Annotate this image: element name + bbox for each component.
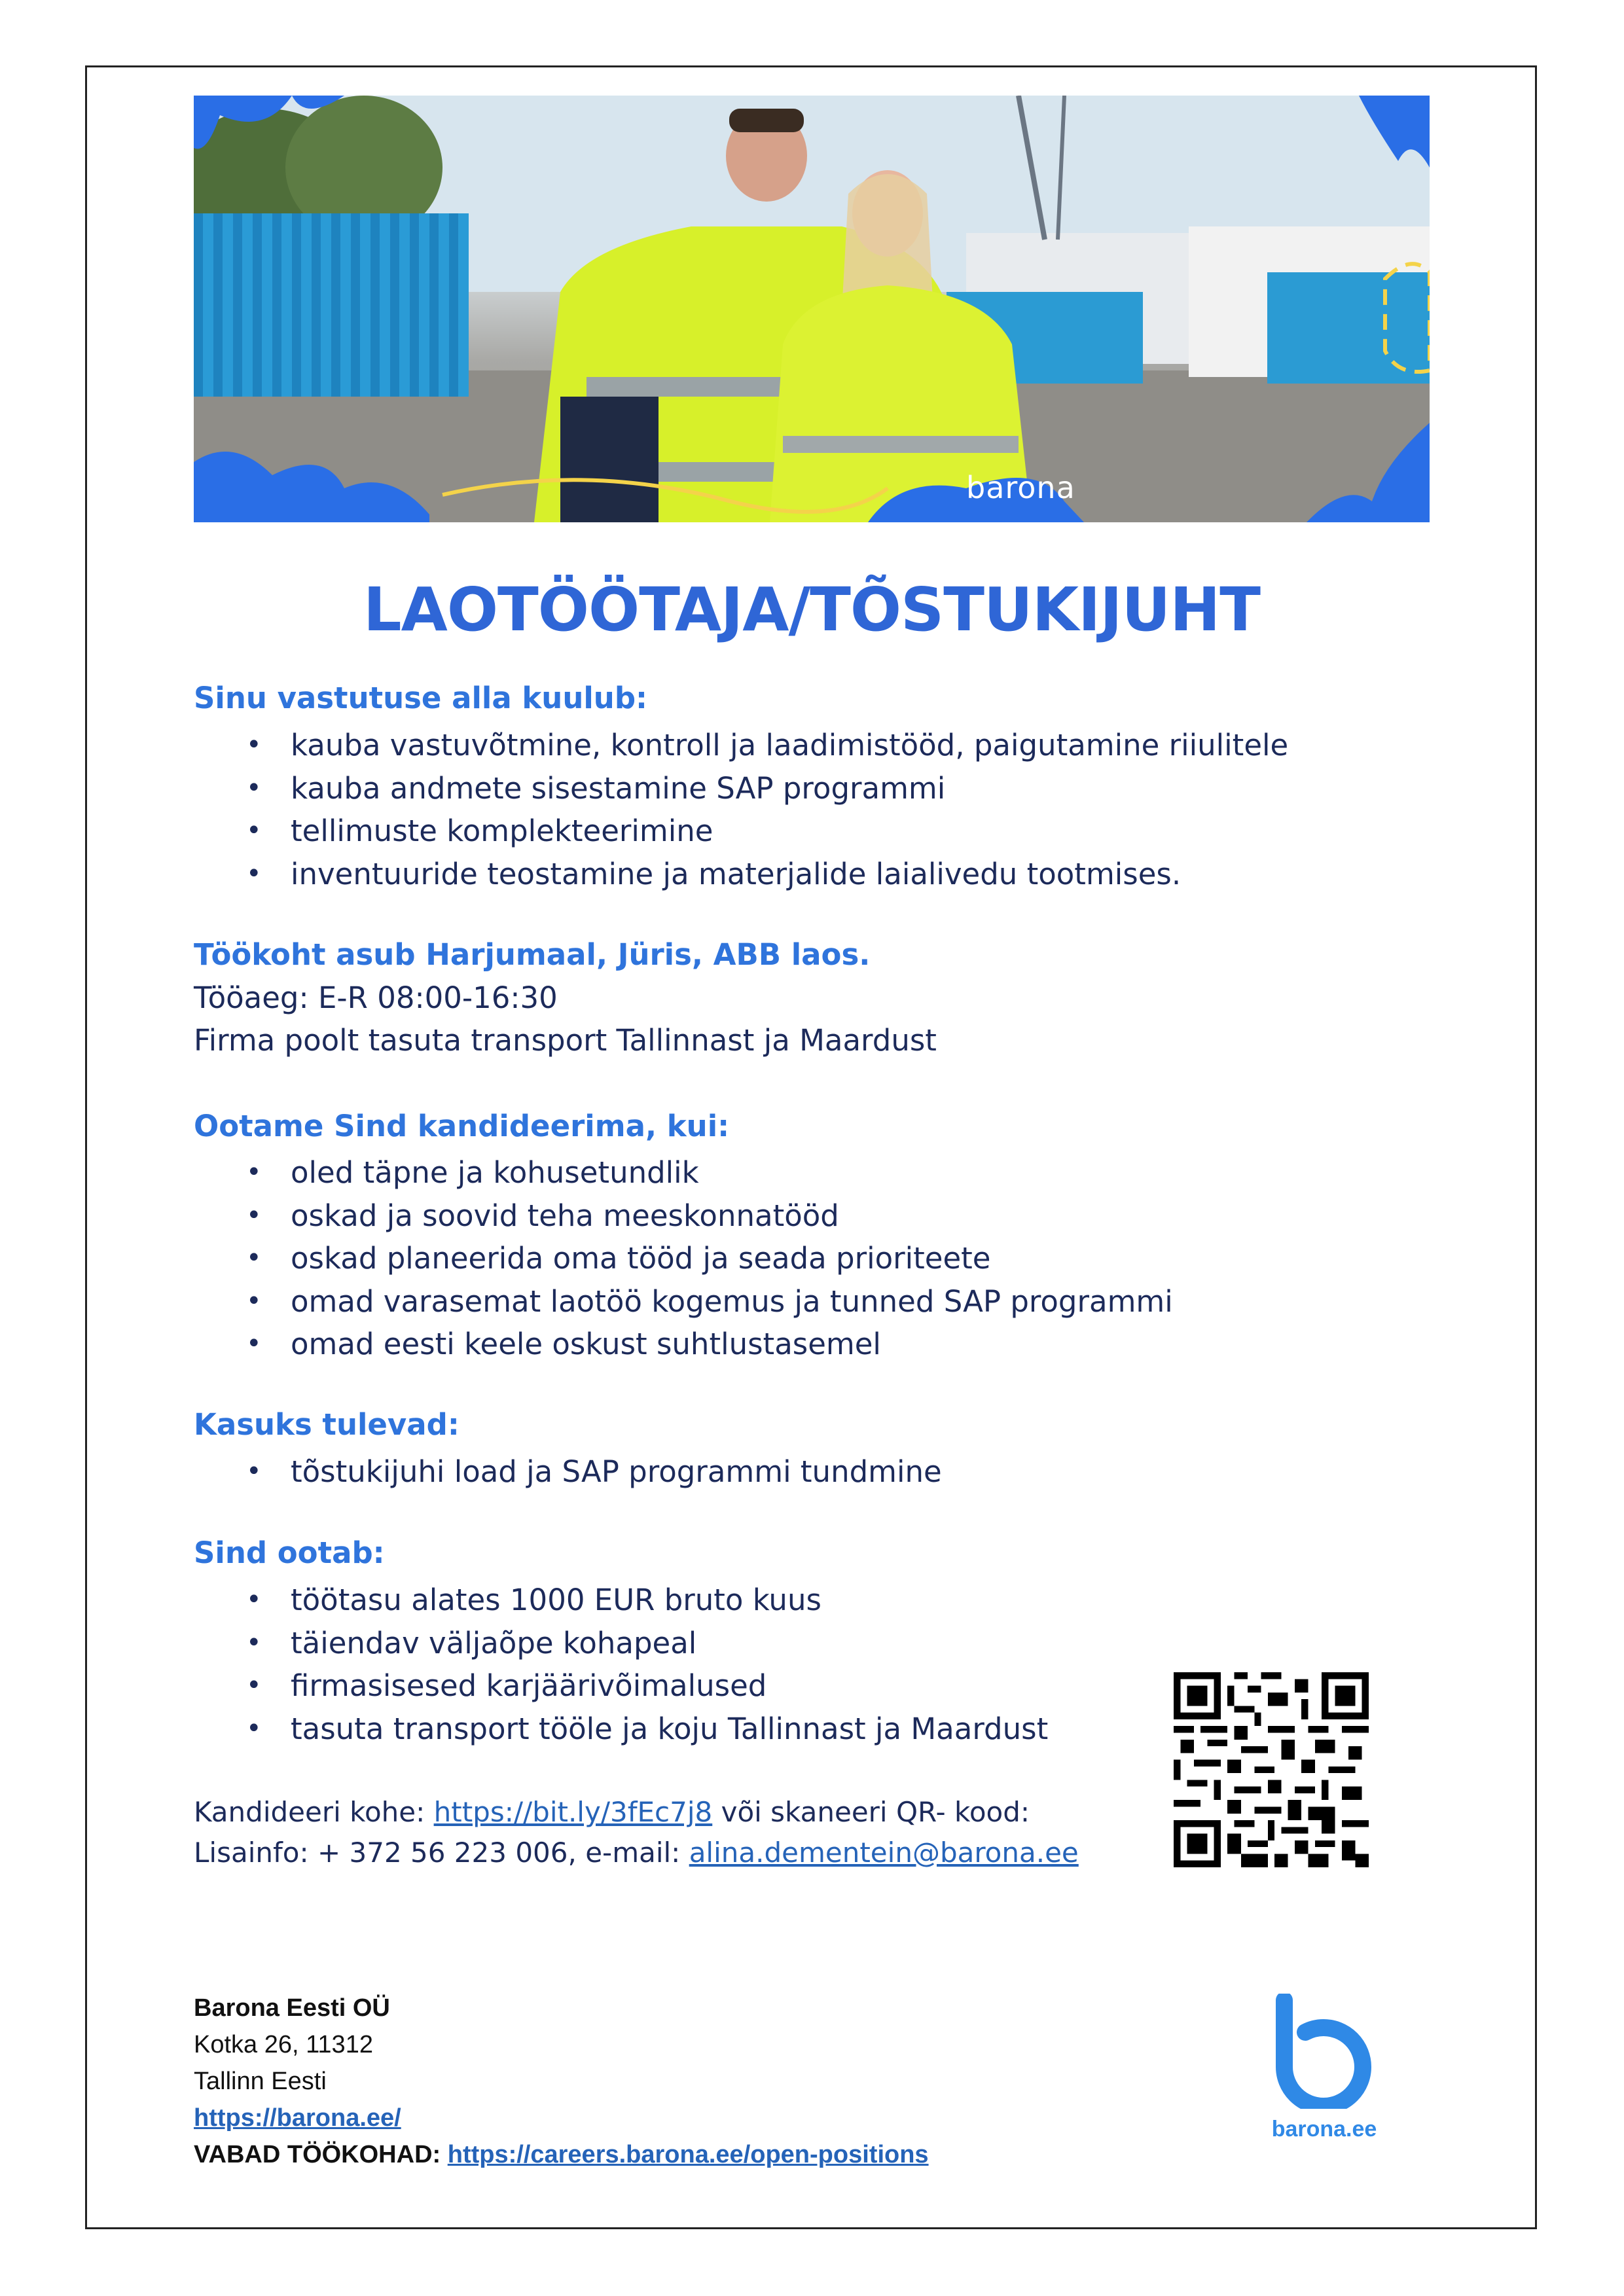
list-item: • tasuta transport tööle ja koju Tallinnast ja Maardust: [194, 1708, 1048, 1751]
list-item: • tellimuste komplekteerimine: [194, 810, 1288, 853]
company-name: Barona Eesti OÜ: [194, 1994, 390, 2022]
vacancies-label: VABAD TÖÖKOHAD:: [194, 2141, 441, 2168]
advantages-list: [194, 1450, 942, 1494]
offer-list: [194, 1579, 1048, 1750]
list-item: • firmasisesed karjäärivõimalused: [194, 1664, 1048, 1708]
list-item: • oskad planeerida oma tööd ja seada prioriteete: [194, 1237, 1173, 1280]
list-item: • täiendav väljaõpe kohapeal: [194, 1622, 1048, 1665]
list-item: • inventuuride teostamine ja materjalide laialivedu tootmises.: [194, 853, 1288, 896]
hero-illustration: [194, 96, 1430, 522]
website-link[interactable]: https://barona.ee/: [194, 2104, 401, 2132]
requirements-heading: Ootame Sind kandideerima, kui:: [194, 1109, 730, 1143]
apply-prefix: Kandideeri kohe:: [194, 1796, 434, 1828]
list-item: • omad eesti keele oskust suhtlustasemel: [194, 1323, 1173, 1366]
company-city: Tallinn Eesti: [194, 2068, 327, 2095]
responsibilities-list: [194, 724, 1288, 895]
list-item: • kauba andmete sisestamine SAP programmi: [194, 767, 1288, 810]
info-prefix: Lisainfo: + 372 56 223 006, e-mail:: [194, 1837, 689, 1869]
requirements-list: [194, 1151, 1173, 1366]
qr-code-icon[interactable]: [1174, 1672, 1369, 1867]
barona-logo-icon: [1275, 1994, 1372, 2109]
location-heading: Töökoht asub Harjumaal, Jüris, ABB laos.: [194, 937, 871, 972]
apply-line: [194, 1796, 1030, 1828]
apply-suffix: või skaneeri QR- kood:: [712, 1796, 1030, 1828]
list-item: • oskad ja soovid teha meeskonnatööd: [194, 1194, 1173, 1238]
responsibilities-heading: Sinu vastutuse alla kuulub:: [194, 681, 648, 715]
info-line: [194, 1837, 1079, 1869]
vacancies-link[interactable]: https://careers.barona.ee/open-positions: [447, 2141, 929, 2168]
hero-brand-logo: barona: [966, 470, 1075, 505]
email-link[interactable]: alina.dementein@barona.ee: [689, 1837, 1079, 1869]
hero-image: [194, 96, 1430, 522]
list-item: • töötasu alates 1000 EUR bruto kuus: [194, 1579, 1048, 1622]
company-address: Kotka 26, 11312: [194, 2031, 373, 2058]
advantages-heading: Kasuks tulevad:: [194, 1407, 460, 1442]
list-item: • omad varasemat laotöö kogemus ja tunned SAP programmi: [194, 1280, 1173, 1323]
barona-logo-text: barona.ee: [1271, 2117, 1377, 2142]
offer-heading: Sind ootab:: [194, 1535, 385, 1570]
transport-text: Firma poolt tasuta transport Tallinnast ja Maardust: [194, 1023, 937, 1058]
list-item: • oled täpne ja kohusetundlik: [194, 1151, 1173, 1194]
list-item: • tõstukijuhi load ja SAP programmi tundmine: [194, 1450, 942, 1494]
company-footer: [194, 1990, 929, 2173]
job-title: LAOTÖÖTAJA/TÕSTUKIJUHT: [363, 575, 1260, 645]
list-item: • kauba vastuvõtmine, kontroll ja laadimistööd, paigutamine riiulitele: [194, 724, 1288, 767]
worktime-text: Tööaeg: E-R 08:00-16:30: [194, 980, 558, 1015]
apply-link[interactable]: https://bit.ly/3fEc7j8: [433, 1796, 713, 1828]
